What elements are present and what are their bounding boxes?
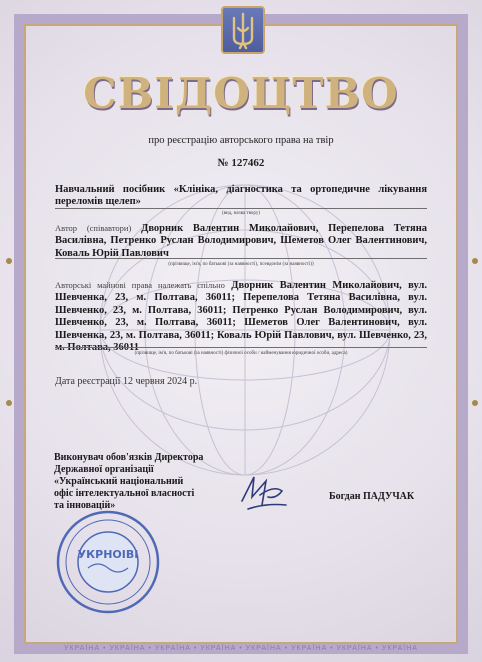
- work-caption: (вид, назва твору): [222, 211, 260, 216]
- tryzub-icon: [221, 6, 265, 54]
- signature-icon: [236, 471, 292, 515]
- signatory-name: Богдан ПАДУЧАК: [329, 491, 415, 502]
- director-title: Виконувач обов'язків Директора Державної організації «Український національний офіс інтелектуальної власності та інновацій»: [54, 452, 204, 511]
- owners-names: Дворник Валентин Миколайович, вул. Шевченка, 23, м. Полтава, 36011; Перепелова Тетяна Василівна, вул. Шевченко, 23, м. Полтава, 36011; Петренко Руслан Володимирович, вул. Шевченко, 23, м. Полтава, 36011; Шеметов Олег Валентинович, вул. Шевченка, 23, м. Полтава, 36011; Коваль Юрій Павлович, вул. Шевченко, 23, м. Полтава, 36011: [55, 280, 427, 354]
- authors-names: Дворник Валентин Миколайович, Перепелова Тетяна Василівна, Петренко Руслан Володимирович, Шеметов Олег Валентинович, Коваль Юрій Павлович: [55, 223, 428, 259]
- seal-icon: [54, 508, 162, 616]
- owners-caption: (прізвище, ім'я, по батькові (за наявності) фізичної особи / найменування юридичної особи, адреса): [134, 351, 348, 356]
- authors-prefix: Автор: [55, 223, 78, 233]
- work-line: [55, 208, 427, 209]
- work-title: Навчальний посібник «Клініка, діагностика та ортопедичне лікування переломів щелеп»: [55, 184, 427, 208]
- owners-line: [55, 347, 427, 348]
- svg-text:УКРНОІВІ: УКРНОІВІ: [77, 548, 139, 561]
- border-text: УКРАЇНА • УКРАЇНА • УКРАЇНА • УКРАЇНА • УКРАЇНА • УКРАЇНА • УКРАЇНА • УКРАЇНА: [64, 645, 418, 652]
- owners-prefix: Авторські майнові права належать спільно: [55, 280, 225, 290]
- authors-block: [55, 222, 427, 260]
- certificate-subtitle: про реєстрацію авторського права на твір: [148, 135, 334, 146]
- certificate-title: СВІДОЦТВО: [83, 69, 399, 118]
- authors-caption: (прізвище, ім'я, по батькові (за наявності), псевдонім (за наявності)): [168, 262, 314, 267]
- registration-date: Дата реєстрації 12 червня 2024 р.: [55, 376, 198, 387]
- authors-line: [55, 258, 427, 259]
- certificate-number: № 127462: [217, 157, 265, 169]
- owners-block: [55, 279, 427, 354]
- authors-prefix-note: (співавтори): [86, 223, 132, 233]
